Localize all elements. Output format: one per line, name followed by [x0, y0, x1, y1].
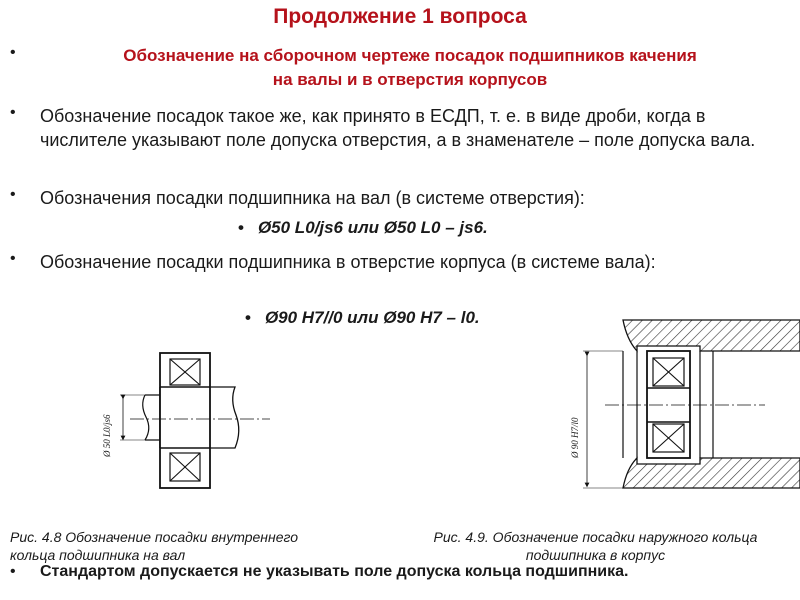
paragraph-1-bullet: • [10, 104, 16, 121]
caption-figure-4-9 [393, 528, 798, 564]
formula-2-text: Ø90 H7//0 или Ø90 H7 – l0. [264, 308, 480, 327]
figure-4-9-dimension-label: Ø 90 H7/l0 [570, 417, 580, 458]
subtitle-line-2: на валы и в отверстия корпусов [272, 70, 548, 89]
formula-shaft-fit [238, 218, 488, 238]
paragraph-1: Обозначение посадок такое же, как принято в ЕСДП, т. е. в виде дроби, когда в числителе указывают поле допуска отверстия, а в знаменателе – поле допуска вала. [40, 106, 756, 150]
caption-figure-4-8 [10, 528, 390, 564]
formula-1-text: Ø50 L0/js6 или Ø50 L0 – js6. [257, 218, 488, 237]
paragraph-3-bullet: • [10, 250, 16, 267]
figure-4-9-drawing [565, 318, 800, 523]
caption-4-8-line-2: кольца подшипника на вал [10, 547, 186, 563]
formula-2-bullet: • [245, 308, 251, 327]
final-note: Стандартом допускается не указывать поле допуска кольца подшипника. [40, 563, 800, 581]
paragraph-2: Обозначения посадки подшипника на вал (в системе отверстия): [40, 188, 585, 208]
figure-4-8-dimension-label: Ø 50 L0/js6 [102, 414, 112, 457]
paragraph-2-bullet: • [10, 186, 16, 203]
subtitle-line-1: Обозначение на сборочном чертеже посадок подшипников качения [123, 46, 697, 65]
figure-4-8-drawing [90, 345, 280, 500]
formula-1-bullet: • [238, 218, 244, 237]
caption-4-9-line-2: подшипника в корпус [525, 547, 666, 563]
final-note-bullet: • [10, 563, 16, 580]
caption-4-9-line-1: Рис. 4.9. Обозначение посадки наружного кольца [433, 529, 758, 545]
caption-4-8-line-1: Рис. 4.8 Обозначение посадки внутреннего [10, 529, 299, 545]
subtitle-bullet: • [10, 44, 16, 61]
slide-title: Продолжение 1 вопроса [273, 5, 527, 28]
slide-subtitle [30, 44, 790, 92]
formula-housing-fit [245, 308, 480, 328]
paragraph-3: Обозначение посадки подшипника в отверстие корпуса (в системе вала): [40, 252, 656, 272]
